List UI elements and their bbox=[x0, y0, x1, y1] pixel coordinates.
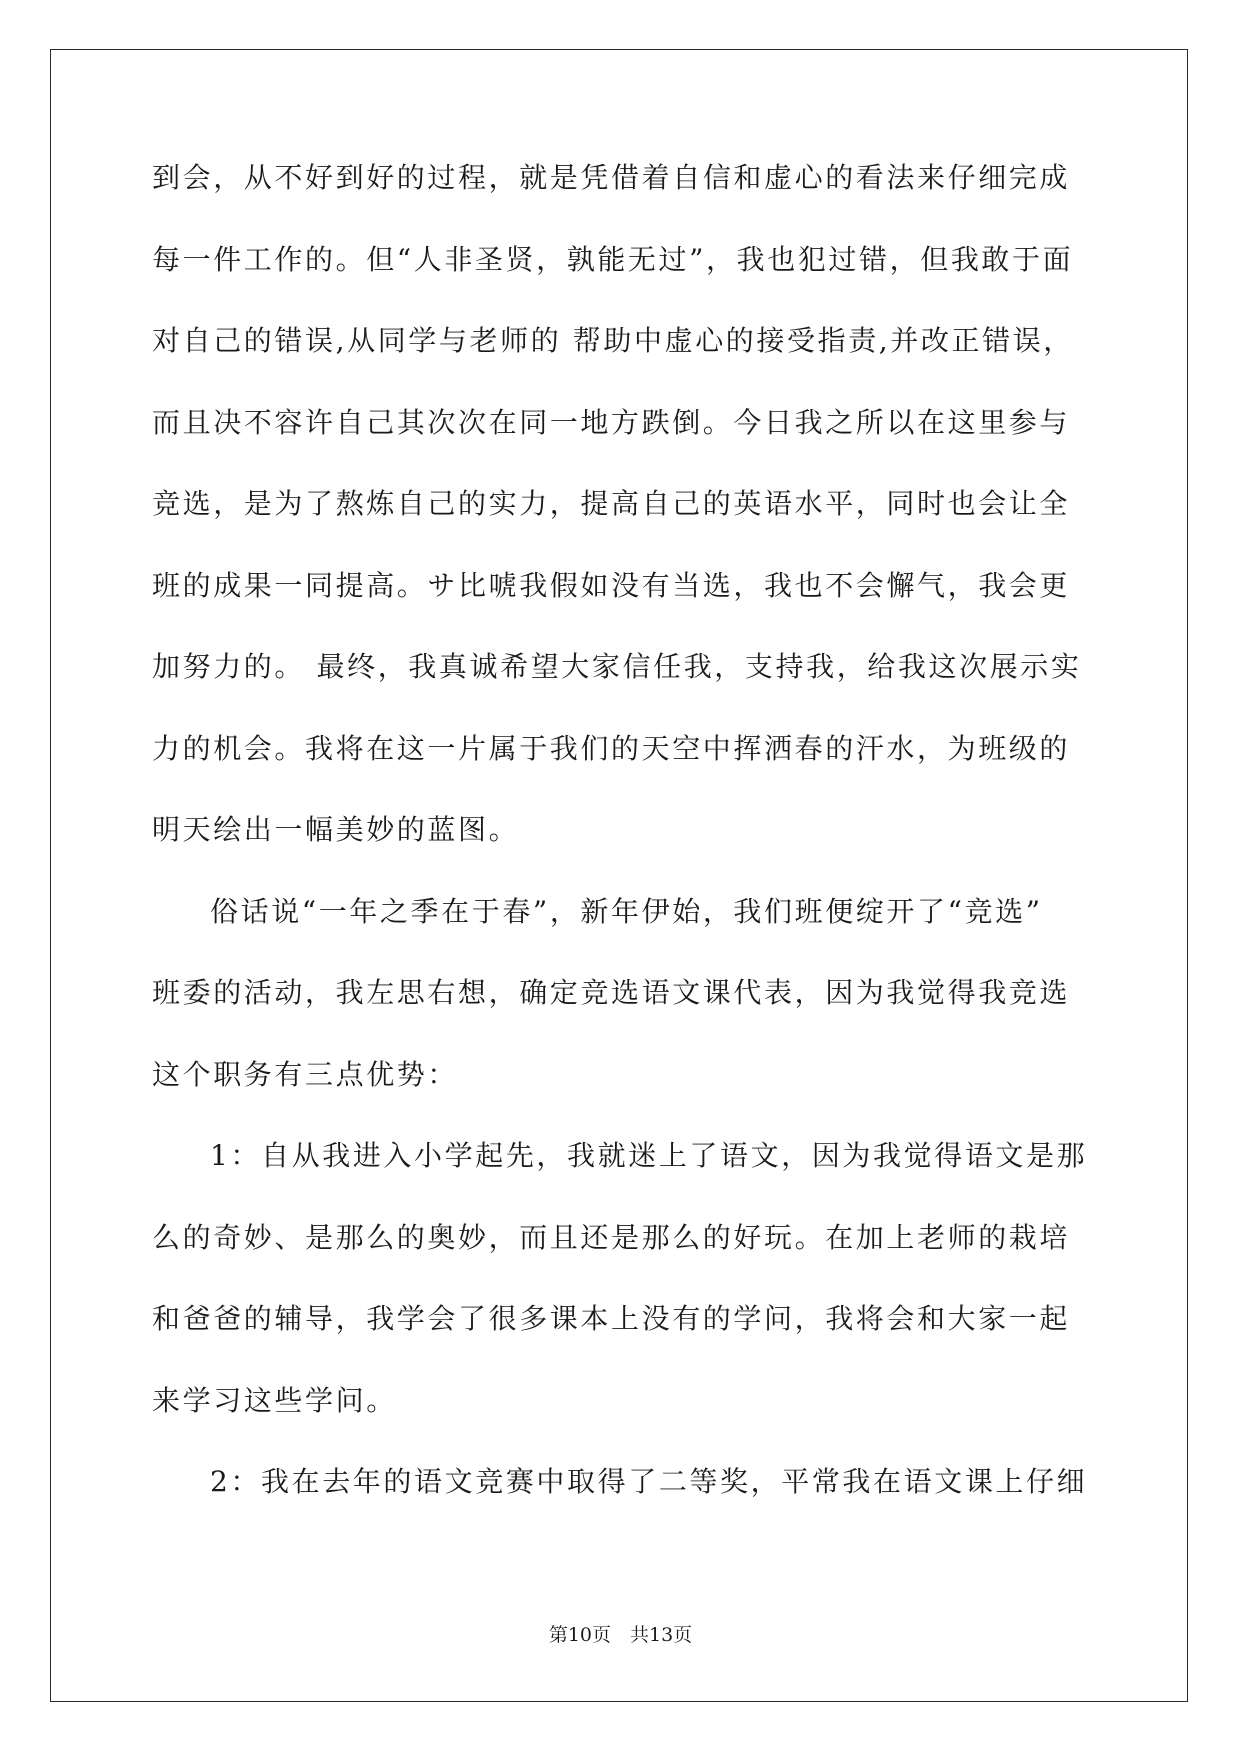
text-line: 班委的活动，我左思右想，确定竞选语文课代表，因为我觉得我竞选 bbox=[152, 976, 1071, 1009]
text-line: 到会，从不好到好的过程，就是凭借着自信和虚心的看法来仔细完成 bbox=[152, 161, 1071, 194]
text-line: 加努力的。 最终，我真诚希望大家信任我，支持我，给我这次展示实 bbox=[152, 650, 1082, 683]
document-body bbox=[152, 162, 1092, 1548]
text-line: 这个职务有三点优势： bbox=[152, 1057, 459, 1091]
page-number-footer: 第10页 共13页 bbox=[548, 1624, 693, 1646]
text-line: 班的成果一同提高。サ比唬我假如没有当选，我也不会懈气，我会更 bbox=[152, 568, 1071, 602]
text-line: 对自己的错误,从同学与老师的 帮助中虚心的接受指责,并改正错误， bbox=[152, 324, 1074, 357]
text-line: 竞选，是为了熬炼自己的实力，提高自己的英语水平，同时也会让全 bbox=[152, 487, 1071, 520]
text-line: 每一件工作的。但“人非圣贤，孰能无过”，我也犯过错，但我敢于面 bbox=[152, 242, 1074, 276]
text-line: 来学习这些学问。 bbox=[152, 1383, 397, 1417]
text-line: 力的机会。我将在这一片属于我们的天空中挥洒春的汗水，为班级的 bbox=[152, 731, 1071, 765]
paragraph-first-line: 2：我在去年的语文竞赛中取得了二等奖，平常我在语文课上仔细 bbox=[210, 1465, 1088, 1498]
paragraph-first-line: 1：自从我进入小学起先，我就迷上了语文，因为我觉得语文是那 bbox=[210, 1139, 1088, 1172]
text-line: 而且决不容许自己其次次在同一地方跌倒。今日我之所以在这里参与 bbox=[152, 405, 1071, 439]
text-line: 么的奇妙、是那么的奥妙，而且还是那么的好玩。在加上老师的栽培 bbox=[152, 1220, 1071, 1254]
paragraph-first-line: 俗话说“一年之季在于春”，新年伊始，我们班便绽开了“竞选” bbox=[210, 894, 1043, 928]
text-line: 和爸爸的辅导，我学会了很多课本上没有的学问，我将会和大家一起 bbox=[152, 1302, 1071, 1335]
text-line: 明天绘出一幅美妙的蓝图。 bbox=[152, 813, 520, 846]
